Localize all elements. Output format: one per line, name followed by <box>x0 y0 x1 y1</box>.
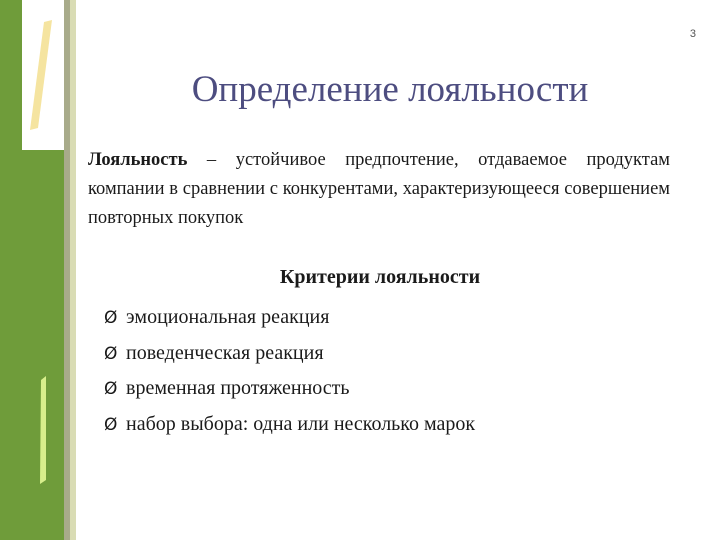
definition-paragraph <box>88 146 670 233</box>
arrow-bullet-icon: Ø <box>104 308 118 328</box>
list-item-text: поведенческая реакция <box>126 341 324 364</box>
definition-text: – устойчивое предпочтение, отдаваемое продуктам компании в сравнении с конкурентами, характеризующееся совершением повторных покупок <box>88 150 670 228</box>
criteria-list <box>104 300 475 442</box>
arrow-bullet-icon: Ø <box>104 414 118 435</box>
definition-term: Лояльность <box>88 150 188 170</box>
criteria-heading: Критерии лояльности <box>279 266 481 288</box>
list-item-text: набор выбора: одна или несколько марок <box>126 412 476 435</box>
arrow-bullet-icon: Ø <box>104 379 118 399</box>
arrow-bullet-icon: Ø <box>104 343 118 364</box>
decorative-side-bar <box>0 0 76 540</box>
list-item-text: эмоциональная реакция <box>126 306 330 328</box>
side-bar-shadow <box>64 0 70 540</box>
list-item-text: временная протяженность <box>126 377 350 399</box>
list-item <box>104 371 475 407</box>
slide-number: 3 <box>689 28 696 40</box>
slide-title: Определение лояльности <box>191 69 589 110</box>
list-item <box>104 300 475 336</box>
lime-leaf-accent <box>40 376 46 484</box>
side-bar-green-stripe <box>0 0 22 540</box>
list-item <box>104 336 475 372</box>
list-item <box>104 407 475 443</box>
